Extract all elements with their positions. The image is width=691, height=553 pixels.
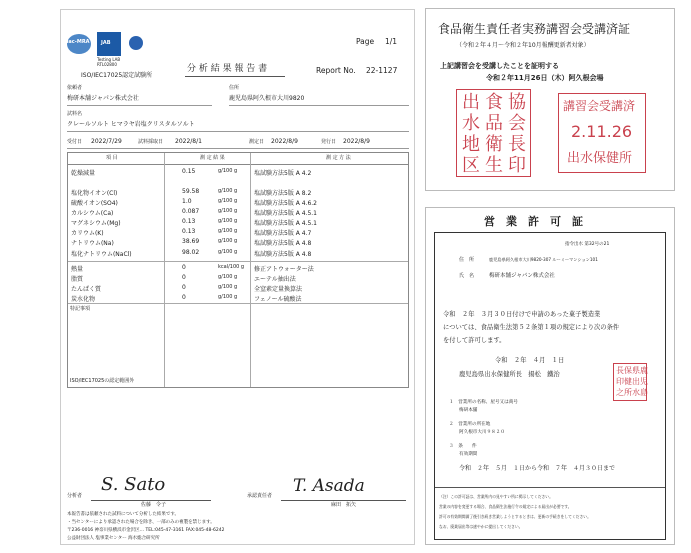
seal-char: 衛 xyxy=(485,134,503,155)
measured-label: 測定日 xyxy=(249,139,265,145)
address-underline xyxy=(229,105,409,106)
seal-char: 印 xyxy=(508,155,526,176)
license-item2: 阿久根市大川９８２０ xyxy=(459,430,505,435)
ilac-logo-text: ilac-MRA xyxy=(65,39,90,45)
seal-char: 出 xyxy=(462,92,480,113)
license-seal-char: 水 xyxy=(632,388,640,397)
report-title: 分 析 結 果 報 告 書 xyxy=(187,64,268,74)
license-frame xyxy=(434,232,666,540)
table-row xyxy=(68,273,408,282)
iso-range-note: ISO/IEC17025の認定範囲外 xyxy=(70,378,135,384)
page-label: Page xyxy=(356,37,375,46)
row-item: ナトリウム(Na) xyxy=(71,240,114,247)
analysis-report xyxy=(60,9,415,545)
row-value: 0.13 xyxy=(182,218,196,225)
seal-char: 生 xyxy=(485,155,503,176)
analyst-label: 分析者 xyxy=(67,493,83,499)
logo-sub2: RTL02800 xyxy=(97,62,117,67)
row-item: 塩化ナトリウム(NaCl) xyxy=(71,251,132,258)
license-seal-char: 保 xyxy=(624,366,632,375)
row-method: エーテル抽出法 xyxy=(254,276,296,283)
table-row xyxy=(68,207,408,216)
seal-char: 区 xyxy=(462,155,480,176)
col-item-header: 項 目 xyxy=(106,155,118,161)
col-method-header: 測 定 方 法 xyxy=(326,155,351,161)
row-method: 塩試験方法5版 A 4.8 xyxy=(254,240,312,247)
license-name: 梅研本舗ジャパン株式会社 xyxy=(489,273,555,279)
jab-logo-text: JAB xyxy=(101,40,111,46)
measured-date: 2022/8/9 xyxy=(271,138,298,145)
license-note-3: 許可の有効期間満了後引き続き営業しようとするときは、更新の手続きをしてください。 xyxy=(439,514,591,519)
license-seal-char: 県 xyxy=(632,366,640,375)
row-method: フェノール硫酸法 xyxy=(254,296,302,303)
results-table xyxy=(67,152,409,388)
seal-char: 地 xyxy=(462,134,480,155)
row-item: 熱量 xyxy=(71,266,84,273)
issued-date: 2022/8/9 xyxy=(343,138,370,145)
table-row xyxy=(68,263,408,272)
training-title: 食品衛生責任者実務講習会受講済証 xyxy=(438,22,631,36)
license-seal-char: 出 xyxy=(632,377,640,386)
approver-line xyxy=(281,500,406,501)
license-number: 指令出水 第32号の21 xyxy=(565,242,610,247)
license-body-1: 令和 ２年 ３月３０日付けで申請のあった菓子製造業 xyxy=(443,311,601,318)
analyst-line xyxy=(91,500,211,501)
remarks-label: 特記事項 xyxy=(70,306,91,312)
row-value: 0 xyxy=(182,274,186,281)
col-result-header: 測 定 結 果 xyxy=(200,155,225,161)
row-method: 塩試験方法5版 A 4.6.2 xyxy=(254,200,318,207)
row-unit: g/100 g xyxy=(218,218,238,224)
table-bottom-divider xyxy=(68,303,408,304)
table-row xyxy=(68,217,408,226)
footer-line-4: 公益財団法人 塩事業センター 海水総合研究所 xyxy=(67,536,160,541)
table-row xyxy=(68,248,408,257)
association-seal xyxy=(456,89,531,177)
title-underline xyxy=(185,76,285,77)
row-unit: g/100 g xyxy=(218,168,238,174)
license-seal-char: 島 xyxy=(640,388,648,397)
row-method: 塩試験方法5版 A 4.2 xyxy=(254,170,312,177)
stamp-date: 2.11.26 xyxy=(571,122,633,141)
approver-name: 麻田 拓矢 xyxy=(331,502,357,508)
row-item: 脂質 xyxy=(71,276,84,283)
table-row xyxy=(68,237,408,246)
row-item: 塩化物イオン(Cl) xyxy=(71,190,118,197)
table-row xyxy=(68,293,408,302)
approver-signature: T. Asada xyxy=(293,476,365,496)
license-seal-char: 之 xyxy=(616,388,624,397)
row-value: 0 xyxy=(182,264,186,271)
row-unit: g/100 g xyxy=(218,228,238,234)
dates-underline xyxy=(67,148,409,149)
row-value: 38.69 xyxy=(182,238,200,245)
license-note-1: （注）この許可証は、営業所内の見やすい所に掲示してください。 xyxy=(439,494,553,499)
stamp-bottom-text: 出水保健所 xyxy=(567,151,633,166)
table-header xyxy=(68,153,408,165)
report-no-label: Report No. xyxy=(316,66,356,75)
row-value: 0.087 xyxy=(182,208,200,215)
seal-char: 会 xyxy=(508,113,526,134)
row-method: 塩試験方法5版 A 8.2 xyxy=(254,190,312,197)
row-item: 硫酸イオン(SO4) xyxy=(71,200,118,207)
row-item: 炭水化物 xyxy=(71,296,96,303)
row-method: 塩試験方法5版 A 4.8 xyxy=(254,251,312,258)
license-date: 令和 ２年 ４月 １日 xyxy=(495,357,565,364)
received-date: 2022/7/29 xyxy=(91,138,122,145)
row-unit: g/100 g xyxy=(218,284,238,290)
analyst-signature: S. Sato xyxy=(101,474,166,495)
table-row xyxy=(68,283,408,292)
row-method: 塩試験方法5版 A 4.5.1 xyxy=(254,220,318,227)
license-item1: 梅研本舗 xyxy=(459,408,478,413)
row-method: 全窒素定量換算法 xyxy=(254,286,303,293)
license-seal-char: 児 xyxy=(640,377,648,386)
row-value: 0.13 xyxy=(182,228,196,235)
client-underline xyxy=(67,105,212,106)
license-item2-label: ２ 営業所の所在地 xyxy=(449,422,491,427)
address-value: 鹿児島県阿久根市大川9820 xyxy=(229,95,305,102)
license-seal-char: 鹿 xyxy=(640,366,648,375)
license-name-label: 氏 名 xyxy=(459,273,475,279)
business-license xyxy=(425,207,675,545)
row-unit: g/100 g xyxy=(218,208,238,214)
table-row xyxy=(68,187,408,196)
license-issuer: 鹿児島県出水保健所長 揚松 鐵治 xyxy=(459,371,560,378)
sample-underline xyxy=(67,131,409,132)
training-certificate xyxy=(425,8,675,191)
license-seal-char: 印 xyxy=(616,377,624,386)
training-line2: 令和２年11月26日（木）阿久根会場 xyxy=(486,74,604,82)
seal-char: 食 xyxy=(485,92,503,113)
row-value: 1.0 xyxy=(182,198,192,205)
license-validity: 令和 ２年 ５月 １日から令和 ７年 ４月３０日まで xyxy=(459,465,616,472)
license-title: 営 業 許 可 証 xyxy=(484,215,583,228)
row-item: カリウム(K) xyxy=(71,230,104,237)
row-unit: g/100 g xyxy=(218,188,238,194)
license-address: 鹿児島県阿久根市大川9820-307 ルーミーマンション101 xyxy=(489,257,598,262)
center-logo-icon xyxy=(129,36,143,50)
analyst-name: 佐藤 令子 xyxy=(141,502,167,508)
table-row xyxy=(68,197,408,206)
received-label: 受付日 xyxy=(67,139,83,145)
row-value: 0 xyxy=(182,284,186,291)
row-item: マグネシウム(Mg) xyxy=(71,220,121,227)
page-value: 1/1 xyxy=(385,37,398,46)
row-method: 塩試験方法5版 A 4.5.1 xyxy=(254,210,318,217)
sampling-date: 2022/8/1 xyxy=(175,138,202,145)
footer-line-1: 本報告書は依頼された試料について分析した結果です。 xyxy=(67,512,180,517)
license-item3: 有効期間 xyxy=(459,452,478,457)
license-seal-char: 健 xyxy=(624,377,632,386)
approver-label: 承認責任者 xyxy=(247,493,273,499)
seal-char: 協 xyxy=(508,92,526,113)
license-notes-divider xyxy=(435,487,665,488)
license-item3-label: ３ 条 件 xyxy=(449,444,477,449)
row-item: たんぱく質 xyxy=(71,286,102,293)
row-method: 修正アトウォーター法 xyxy=(254,266,314,273)
license-item1-label: １ 営業所の名称、屋号又は商号 xyxy=(449,400,518,405)
report-no: 22-1127 xyxy=(366,66,398,75)
seal-char: 水 xyxy=(462,113,480,134)
sampling-label: 試料採取日 xyxy=(138,139,164,145)
table-section-divider xyxy=(68,261,408,262)
row-unit: kcal/100 g xyxy=(218,264,245,270)
iso-accredited-text: ISO/IEC17025認定試験所 xyxy=(81,72,153,79)
stamp-top-text: 講習会受講済 xyxy=(563,99,636,113)
row-item: 乾燥減量 xyxy=(71,170,96,177)
license-body-2: については、食品衛生法第５２条第１項の規定により次の条件 xyxy=(443,324,620,331)
footer-line-3: 〒236-0016 神奈川県横浜市金沢区… TEL:045-47-3161 FAX:045-48-6242 xyxy=(67,528,225,533)
row-unit: g/100 g xyxy=(218,238,238,244)
row-unit: g/100 g xyxy=(218,274,238,280)
license-address-label: 住 所 xyxy=(459,257,475,263)
seal-char: 品 xyxy=(485,113,503,134)
row-value: 98.02 xyxy=(182,249,200,256)
row-item: カルシウム(Ca) xyxy=(71,210,114,217)
row-unit: g/100 g xyxy=(218,249,238,255)
sample-label: 試料名 xyxy=(67,111,83,117)
client-name: 梅研本舗ジャパン株式会社 xyxy=(67,95,139,102)
training-completed-stamp xyxy=(558,93,646,173)
client-label: 依頼者 xyxy=(67,85,83,91)
license-note-4: なお、廃業届出等は速やかに提出してください。 xyxy=(439,524,523,529)
row-method: 塩試験方法5版 A 4.7 xyxy=(254,230,312,237)
row-value: 59.58 xyxy=(182,188,200,195)
training-line1: 上記講習会を受講したことを証明する xyxy=(440,62,559,70)
table-row xyxy=(68,227,408,236)
training-period: （令和２年４月〜令和２年10月報酬更新者対象） xyxy=(456,42,590,49)
row-unit: g/100 g xyxy=(218,294,238,300)
sample-name: クレールソルト ヒマラヤ岩塩クリスタルソルト xyxy=(67,121,195,128)
row-unit: g/100 g xyxy=(218,198,238,204)
row-value: 0 xyxy=(182,294,186,301)
row-value: 0.15 xyxy=(182,168,196,175)
issued-label: 発行日 xyxy=(321,139,337,145)
license-note-2: 営業の内容を変更する場合、食品衛生法施行令の規定による届出が必要です。 xyxy=(439,504,572,509)
license-body-3: を付して許可します。 xyxy=(443,337,506,344)
license-seal-char: 長 xyxy=(616,366,624,375)
footer-line-2: ・当センターにより承認された場合を除き、一部のみの複製を禁じます。 xyxy=(67,520,215,525)
logo-sub1: Testing LAB xyxy=(97,57,121,62)
seal-char: 長 xyxy=(508,134,526,155)
license-seal-char: 所 xyxy=(624,388,632,397)
address-label: 住所 xyxy=(229,85,240,91)
table-row xyxy=(68,167,408,176)
health-center-seal xyxy=(613,363,647,401)
